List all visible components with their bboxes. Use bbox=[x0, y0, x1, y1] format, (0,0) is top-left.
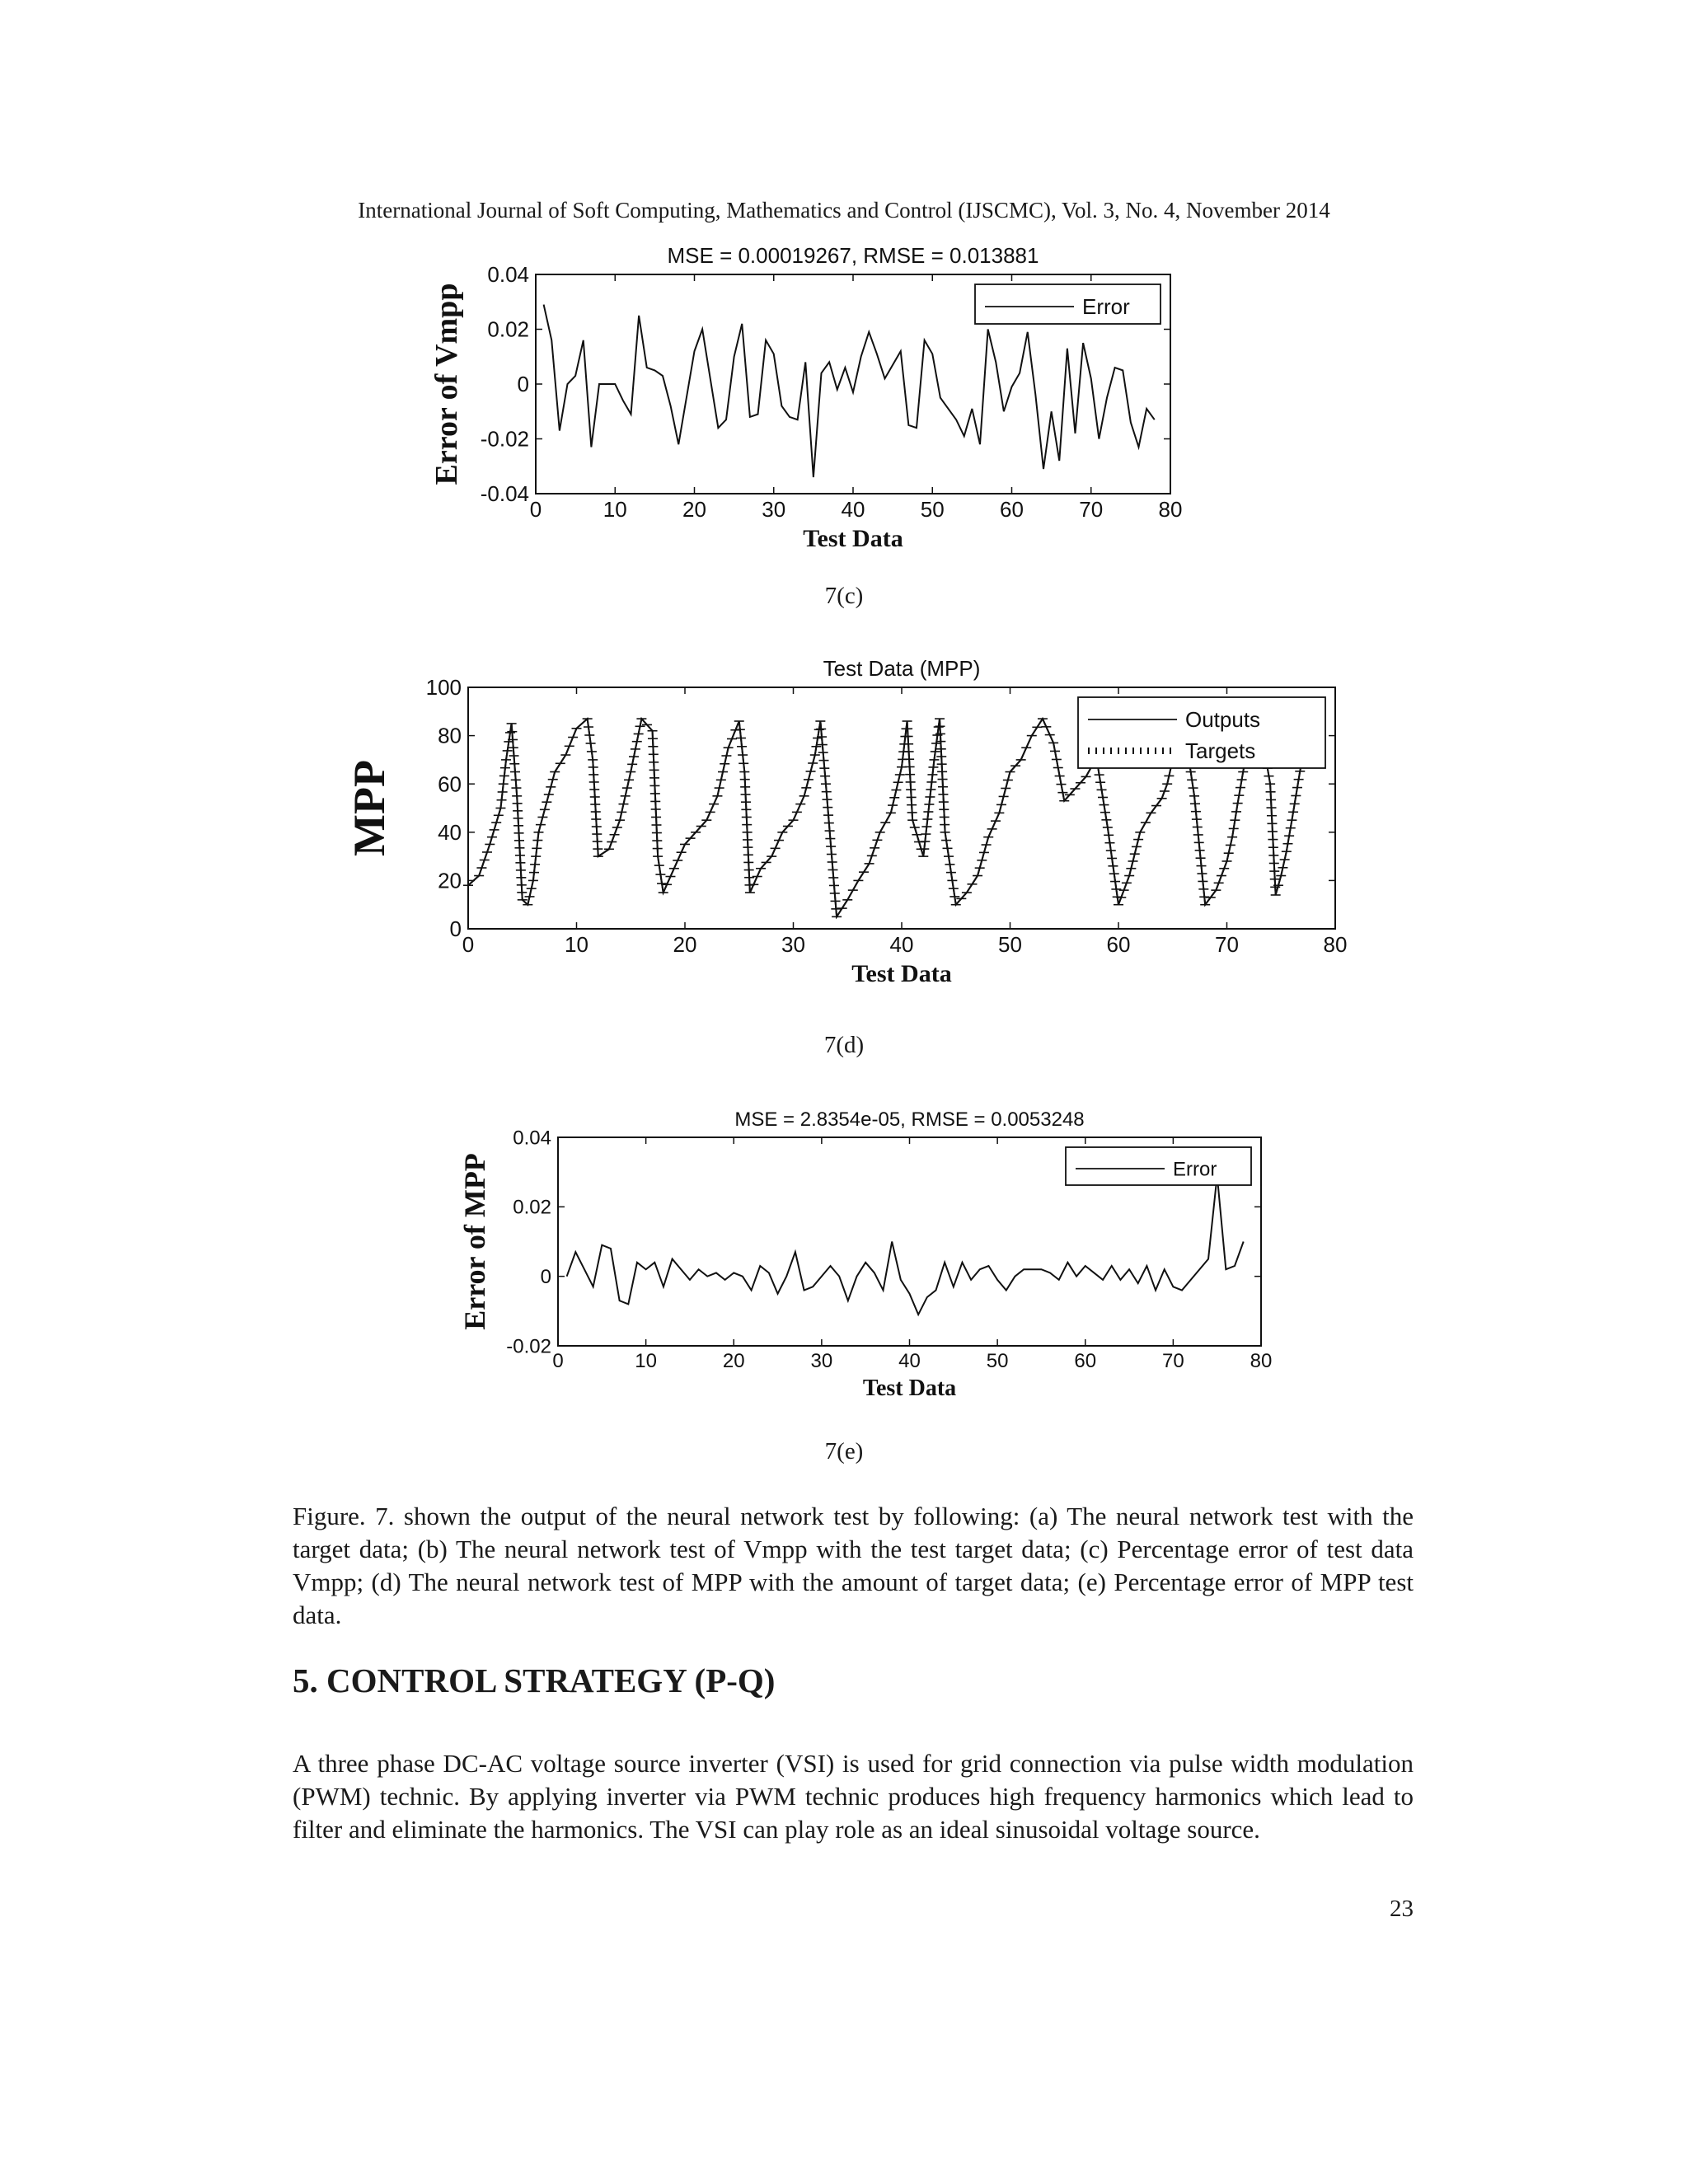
x-tick-label: 0 bbox=[529, 497, 542, 522]
y-tick-label: -0.04 bbox=[480, 481, 529, 507]
x-tick-label: 80 bbox=[1158, 497, 1183, 522]
y-tick-label: -0.02 bbox=[506, 1335, 551, 1358]
y-axis-label: Error of Vmpp bbox=[429, 283, 465, 485]
x-tick-label: 70 bbox=[1162, 1350, 1184, 1372]
legend-label: Targets bbox=[1185, 738, 1256, 764]
y-tick-label: 80 bbox=[438, 723, 462, 748]
x-tick-label: 60 bbox=[1106, 932, 1131, 957]
section-paragraph: A three phase DC-AC voltage source inverter (VSI) is used for grid connection via pulse width modulation (PWM) technic. By applying inverter via PWM technic produces high frequency harmonics which lead to filter and eliminate the harmonics. The VSI can play role as an ideal sinusoidal voltage source. bbox=[293, 1749, 1414, 1844]
y-tick-label: 20 bbox=[438, 868, 462, 893]
legend-box bbox=[1066, 1147, 1251, 1185]
legend bbox=[1078, 697, 1325, 768]
x-tick-label: 50 bbox=[920, 497, 945, 522]
y-tick-label: 0 bbox=[449, 916, 462, 942]
y-tick-label: 0 bbox=[540, 1266, 551, 1289]
x-axis-label: Test Data bbox=[851, 960, 952, 987]
legend-label: Error bbox=[1173, 1158, 1217, 1181]
figure-7d-label: 7(d) bbox=[823, 1032, 865, 1058]
figure-caption: Figure. 7. shown the output of the neural network test by following: (a) The neural network test with the target data; (b) The neural network test of Vmpp with the test target data; (c) Percentage error of test data Vmpp; (d) The neural network test of MPP with the amount of target data; (e) Percentage error of MPP test data. bbox=[293, 1502, 1414, 1629]
y-tick-label: 0 bbox=[517, 372, 529, 397]
x-tick-label: 40 bbox=[898, 1350, 921, 1372]
x-tick-label: 20 bbox=[673, 932, 697, 957]
chart-7c bbox=[404, 235, 1319, 556]
x-tick-label: 0 bbox=[462, 932, 475, 957]
page-number: 23 bbox=[1390, 1896, 1414, 1922]
legend-label: Error bbox=[1082, 294, 1130, 320]
x-tick-label: 50 bbox=[986, 1350, 1009, 1372]
y-tick-label: 60 bbox=[438, 771, 462, 797]
legend bbox=[1066, 1147, 1251, 1185]
y-tick-label: 40 bbox=[438, 819, 462, 845]
x-tick-label: 50 bbox=[998, 932, 1022, 957]
x-tick-label: 20 bbox=[682, 497, 706, 522]
journal-header: International Journal of Soft Computing, Mathematics and Control (IJSCMC), Vol. 3, No. 4, November 2014 bbox=[358, 198, 1330, 223]
y-tick-label: 100 bbox=[425, 675, 462, 701]
y-tick-label: 0.04 bbox=[487, 262, 529, 288]
y-axis-label: MPP bbox=[344, 760, 394, 856]
x-tick-label: 30 bbox=[781, 932, 805, 957]
x-tick-label: 30 bbox=[762, 497, 786, 522]
chart-7e bbox=[445, 1096, 1311, 1409]
x-tick-label: 10 bbox=[565, 932, 588, 957]
x-tick-label: 10 bbox=[635, 1350, 657, 1372]
section-heading: 5. CONTROL STRATEGY (P-Q) bbox=[293, 1661, 776, 1699]
legend-box bbox=[975, 284, 1160, 324]
x-tick-label: 40 bbox=[889, 932, 914, 957]
chart-7d bbox=[346, 643, 1368, 989]
x-tick-label: 30 bbox=[810, 1350, 833, 1372]
x-tick-label: 0 bbox=[552, 1350, 564, 1372]
x-tick-label: 70 bbox=[1215, 932, 1239, 957]
x-tick-label: 10 bbox=[603, 497, 627, 522]
y-axis-label: Error of MPP bbox=[458, 1153, 492, 1330]
x-tick-label: 40 bbox=[841, 497, 865, 522]
legend bbox=[975, 284, 1160, 324]
x-tick-label: 20 bbox=[722, 1350, 745, 1372]
series-line-error bbox=[544, 305, 1155, 477]
x-tick-label: 80 bbox=[1250, 1350, 1273, 1372]
chart-title: MSE = 0.00019267, RMSE = 0.013881 bbox=[667, 243, 1039, 268]
x-tick-label: 80 bbox=[1323, 932, 1348, 957]
series-line-error bbox=[567, 1175, 1244, 1315]
chart-title: Test Data (MPP) bbox=[823, 656, 981, 681]
figure-7e-label: 7(e) bbox=[824, 1438, 864, 1465]
x-axis-label: Test Data bbox=[862, 1376, 957, 1401]
y-tick-label: 0.02 bbox=[487, 316, 529, 342]
y-tick-label: 0.04 bbox=[513, 1127, 551, 1150]
y-tick-label: 0.02 bbox=[513, 1196, 551, 1219]
x-tick-label: 60 bbox=[1000, 497, 1024, 522]
x-tick-label: 70 bbox=[1079, 497, 1104, 522]
y-tick-label: -0.02 bbox=[480, 426, 529, 452]
legend-label: Outputs bbox=[1185, 707, 1261, 733]
figure-7c-label: 7(c) bbox=[824, 583, 864, 609]
x-axis-label: Test Data bbox=[803, 525, 903, 552]
x-tick-label: 60 bbox=[1074, 1350, 1097, 1372]
chart-title: MSE = 2.8354e-05, RMSE = 0.0053248 bbox=[734, 1108, 1085, 1131]
